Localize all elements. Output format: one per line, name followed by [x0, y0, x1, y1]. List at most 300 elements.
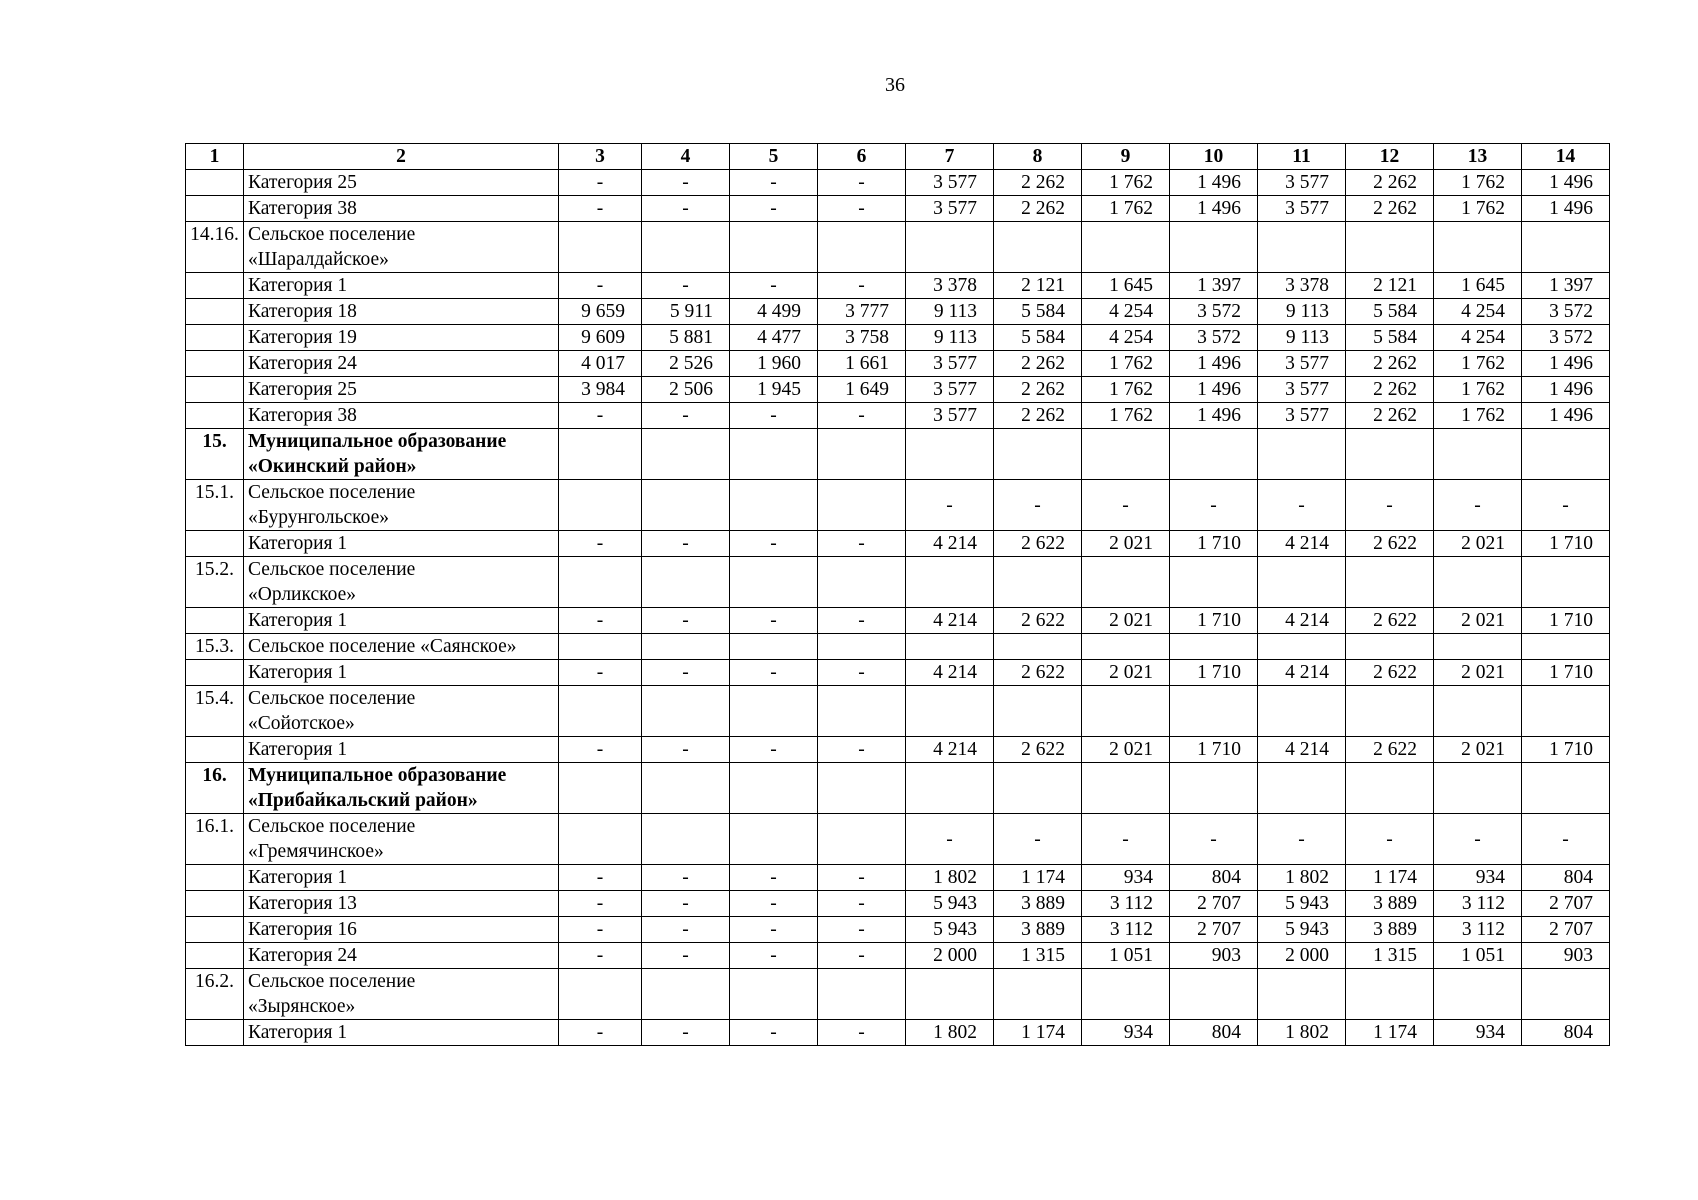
table-cell: 2 262 — [1346, 377, 1434, 403]
table-cell: 934 — [1082, 1020, 1170, 1046]
table-cell: - — [642, 943, 730, 969]
table-cell: 3 112 — [1082, 891, 1170, 917]
row-name-line: Категория 1 — [248, 610, 348, 631]
table-cell: - — [730, 943, 818, 969]
table-cell: 9 113 — [1258, 325, 1346, 351]
row-number — [186, 325, 244, 351]
table-cell: 2 021 — [1082, 608, 1170, 634]
table-cell — [1170, 969, 1258, 1020]
row-name-line: Сельское поселение — [248, 688, 416, 709]
table-cell — [906, 222, 994, 273]
table-cell: 1 645 — [1082, 273, 1170, 299]
table-cell — [559, 686, 642, 737]
table-row — [186, 299, 1610, 325]
table-cell: 934 — [1082, 865, 1170, 891]
table-cell: - — [559, 196, 642, 222]
table-cell: 1 762 — [1434, 170, 1522, 196]
row-name — [244, 531, 559, 557]
table-cell — [906, 969, 994, 1020]
table-cell — [559, 814, 642, 865]
table-row — [186, 763, 1610, 814]
table-row — [186, 1020, 1610, 1046]
table-cell: 1 762 — [1082, 377, 1170, 403]
row-name-line: Сельское поселение — [248, 224, 416, 245]
table-cell: - — [818, 737, 906, 763]
table-cell — [642, 222, 730, 273]
table-cell: 1 496 — [1522, 170, 1610, 196]
row-name-line: Категория 18 — [248, 301, 357, 322]
table-cell: - — [642, 170, 730, 196]
table-cell: - — [730, 608, 818, 634]
column-header: 10 — [1170, 144, 1258, 170]
column-header: 7 — [906, 144, 994, 170]
row-name — [244, 222, 559, 273]
row-number — [186, 917, 244, 943]
table-cell: - — [818, 943, 906, 969]
table-row — [186, 531, 1610, 557]
table-cell: 2 707 — [1522, 891, 1610, 917]
table-cell: 2 121 — [1346, 273, 1434, 299]
row-name-line: Категория 1 — [248, 275, 348, 296]
table-cell — [1346, 429, 1434, 480]
table-cell: 1 315 — [994, 943, 1082, 969]
table-row — [186, 969, 1610, 1020]
row-number — [186, 299, 244, 325]
table-cell: - — [642, 196, 730, 222]
table-cell — [642, 634, 730, 660]
table-cell — [994, 222, 1082, 273]
table-row — [186, 170, 1610, 196]
table-cell: 804 — [1522, 865, 1610, 891]
table-cell — [1346, 763, 1434, 814]
row-name-line: «Зырянское» — [248, 996, 356, 1017]
table-cell: 3 889 — [994, 917, 1082, 943]
table-cell: 804 — [1170, 865, 1258, 891]
table-cell: - — [642, 403, 730, 429]
table-cell: 4 017 — [559, 351, 642, 377]
table-row — [186, 814, 1610, 865]
row-name-line: Сельское поселение — [248, 559, 416, 580]
table-cell — [1522, 634, 1610, 660]
row-number: 16.1. — [186, 814, 244, 865]
table-cell: 1 174 — [1346, 865, 1434, 891]
table-cell — [818, 969, 906, 1020]
table-cell: 2 021 — [1082, 531, 1170, 557]
table-cell: 2 622 — [994, 660, 1082, 686]
table-row — [186, 557, 1610, 608]
table-cell: 3 572 — [1170, 325, 1258, 351]
row-name-line: Категория 1 — [248, 662, 348, 683]
table-cell — [1522, 969, 1610, 1020]
table-cell: 4 214 — [1258, 608, 1346, 634]
row-name-line: Категория 1 — [248, 1022, 348, 1043]
table-cell: 2 121 — [994, 273, 1082, 299]
table-cell: 2 506 — [642, 377, 730, 403]
table-cell: - — [818, 403, 906, 429]
table-cell — [1434, 429, 1522, 480]
table-row — [186, 351, 1610, 377]
table-cell — [642, 814, 730, 865]
table-cell: 9 609 — [559, 325, 642, 351]
table-cell: 2 000 — [1258, 943, 1346, 969]
table-cell — [818, 480, 906, 531]
table-cell: 2 021 — [1434, 531, 1522, 557]
table-cell: 2 622 — [1346, 737, 1434, 763]
table-cell: 4 214 — [906, 608, 994, 634]
row-name — [244, 660, 559, 686]
table-cell — [818, 557, 906, 608]
row-number: 16. — [186, 763, 244, 814]
table-cell: 1 945 — [730, 377, 818, 403]
table-cell — [994, 686, 1082, 737]
table-cell: 2 622 — [1346, 660, 1434, 686]
table-cell: 2 622 — [994, 737, 1082, 763]
table-cell: 1 762 — [1082, 351, 1170, 377]
table-cell: - — [730, 660, 818, 686]
row-name-line: Категория 25 — [248, 379, 357, 400]
table-cell: - — [642, 660, 730, 686]
table-cell: - — [818, 917, 906, 943]
row-number — [186, 196, 244, 222]
table-cell: - — [1522, 480, 1610, 531]
table-cell: 934 — [1434, 865, 1522, 891]
table-cell: - — [730, 170, 818, 196]
table-cell: 9 113 — [906, 299, 994, 325]
table-cell: 2 000 — [906, 943, 994, 969]
table-cell: - — [559, 891, 642, 917]
table-cell: 3 572 — [1170, 299, 1258, 325]
table-cell — [642, 480, 730, 531]
table-cell: 3 577 — [1258, 196, 1346, 222]
table-cell: 2 262 — [994, 403, 1082, 429]
table-cell: - — [818, 891, 906, 917]
row-name-line: Категория 24 — [248, 945, 357, 966]
table-cell — [994, 429, 1082, 480]
table-cell: 3 577 — [1258, 170, 1346, 196]
column-header: 11 — [1258, 144, 1346, 170]
table-cell — [818, 686, 906, 737]
table-cell: - — [559, 170, 642, 196]
table-cell: 3 577 — [906, 196, 994, 222]
table-cell: - — [1522, 814, 1610, 865]
table-cell: - — [559, 403, 642, 429]
table-cell: 2 262 — [994, 170, 1082, 196]
row-name-line: Категория 1 — [248, 533, 348, 554]
table-cell — [994, 557, 1082, 608]
table-cell: - — [642, 273, 730, 299]
row-number — [186, 1020, 244, 1046]
table-cell — [906, 429, 994, 480]
row-name — [244, 1020, 559, 1046]
page-number: 36 — [885, 74, 905, 96]
table-cell — [1434, 222, 1522, 273]
table-cell: 4 254 — [1434, 325, 1522, 351]
table-cell: 1 762 — [1082, 403, 1170, 429]
table-cell — [730, 686, 818, 737]
table-header-row — [186, 144, 1610, 170]
table-cell: 1 710 — [1170, 737, 1258, 763]
table-cell — [1082, 634, 1170, 660]
table-cell — [906, 557, 994, 608]
table-row — [186, 737, 1610, 763]
table-cell: 2 021 — [1082, 660, 1170, 686]
table-cell: 1 802 — [906, 1020, 994, 1046]
row-name — [244, 170, 559, 196]
row-name-line: Категория 38 — [248, 198, 357, 219]
table-cell: - — [1170, 480, 1258, 531]
table-cell: 1 710 — [1170, 608, 1258, 634]
table-cell: - — [818, 1020, 906, 1046]
row-name — [244, 634, 559, 660]
table-cell: - — [730, 917, 818, 943]
table-cell: 3 577 — [906, 170, 994, 196]
table-cell — [642, 969, 730, 1020]
table-cell: - — [642, 531, 730, 557]
table-cell: 2 707 — [1170, 917, 1258, 943]
table-cell: 5 584 — [994, 299, 1082, 325]
table-cell — [906, 763, 994, 814]
table-cell: 2 707 — [1170, 891, 1258, 917]
row-name-line: «Бурунгольское» — [248, 507, 390, 528]
table-cell: 1 174 — [994, 1020, 1082, 1046]
table-cell — [1258, 763, 1346, 814]
table-cell: 3 572 — [1522, 325, 1610, 351]
row-name-line: «Гремячинское» — [248, 841, 384, 862]
table-cell — [1434, 634, 1522, 660]
table-cell: 5 943 — [906, 917, 994, 943]
table-row — [186, 634, 1610, 660]
row-name — [244, 403, 559, 429]
table-cell: 3 577 — [1258, 351, 1346, 377]
row-name-line: Сельское поселение — [248, 971, 416, 992]
row-name — [244, 351, 559, 377]
row-name-line: Сельское поселение «Саянское» — [248, 636, 517, 657]
table-cell — [818, 429, 906, 480]
table-cell: 9 113 — [906, 325, 994, 351]
table-cell — [994, 634, 1082, 660]
table-cell: 1 710 — [1170, 660, 1258, 686]
table-row — [186, 273, 1610, 299]
table-cell: 1 496 — [1170, 196, 1258, 222]
table-cell: 804 — [1170, 1020, 1258, 1046]
table-cell — [994, 969, 1082, 1020]
table-cell: 1 051 — [1434, 943, 1522, 969]
table-cell — [1082, 763, 1170, 814]
table-cell — [730, 969, 818, 1020]
table-cell — [1346, 222, 1434, 273]
table-cell — [1522, 763, 1610, 814]
table-cell: 2 262 — [1346, 196, 1434, 222]
table-cell — [1522, 557, 1610, 608]
table-cell: 1 762 — [1082, 196, 1170, 222]
column-header: 14 — [1522, 144, 1610, 170]
table-cell: 1 496 — [1170, 377, 1258, 403]
table-cell: 5 943 — [1258, 917, 1346, 943]
table-cell — [818, 763, 906, 814]
table-cell — [1170, 222, 1258, 273]
table-cell — [642, 429, 730, 480]
row-name — [244, 608, 559, 634]
row-name — [244, 737, 559, 763]
table-cell: 1 496 — [1522, 351, 1610, 377]
table-cell: 1 802 — [1258, 865, 1346, 891]
row-number — [186, 608, 244, 634]
table-cell: 4 214 — [906, 531, 994, 557]
table-cell: 1 710 — [1522, 608, 1610, 634]
table-cell: 4 214 — [1258, 531, 1346, 557]
table-row — [186, 222, 1610, 273]
table-cell: - — [730, 865, 818, 891]
table-cell — [1434, 686, 1522, 737]
row-name — [244, 814, 559, 865]
table-row — [186, 917, 1610, 943]
column-header: 1 — [186, 144, 244, 170]
table-row — [186, 196, 1610, 222]
table-cell — [730, 557, 818, 608]
table-cell: 1 174 — [1346, 1020, 1434, 1046]
row-number — [186, 660, 244, 686]
table-cell — [1258, 429, 1346, 480]
row-name — [244, 196, 559, 222]
table-cell: 5 943 — [1258, 891, 1346, 917]
row-number — [186, 377, 244, 403]
table-cell: 1 762 — [1434, 351, 1522, 377]
table-cell — [1082, 969, 1170, 1020]
table-cell: - — [559, 660, 642, 686]
tariff-table — [185, 143, 1610, 1046]
table-cell — [559, 222, 642, 273]
table-cell: 2 262 — [1346, 403, 1434, 429]
column-header: 3 — [559, 144, 642, 170]
table-cell: 9 113 — [1258, 299, 1346, 325]
row-name — [244, 686, 559, 737]
row-number — [186, 170, 244, 196]
table-cell: 1 496 — [1170, 403, 1258, 429]
row-name-line: Категория 1 — [248, 739, 348, 760]
table-row — [186, 403, 1610, 429]
row-number — [186, 943, 244, 969]
table-cell — [1170, 634, 1258, 660]
table-cell — [642, 763, 730, 814]
table-cell — [818, 634, 906, 660]
column-header: 5 — [730, 144, 818, 170]
table-cell — [559, 480, 642, 531]
table-cell: 2 021 — [1082, 737, 1170, 763]
row-name-line: «Прибайкальский район» — [248, 790, 478, 811]
column-header: 4 — [642, 144, 730, 170]
table-cell: - — [642, 1020, 730, 1046]
table-cell — [730, 480, 818, 531]
table-cell: - — [818, 196, 906, 222]
table-cell — [1082, 429, 1170, 480]
table-cell: 9 659 — [559, 299, 642, 325]
table-cell: 3 577 — [1258, 377, 1346, 403]
table-cell: - — [1082, 480, 1170, 531]
table-cell — [1170, 686, 1258, 737]
table-cell: 1 762 — [1434, 196, 1522, 222]
table-cell — [1170, 557, 1258, 608]
row-name — [244, 969, 559, 1020]
row-name — [244, 429, 559, 480]
table-cell: 3 378 — [906, 273, 994, 299]
row-number: 15. — [186, 429, 244, 480]
table-cell — [559, 763, 642, 814]
table-cell: 1 762 — [1434, 403, 1522, 429]
row-name — [244, 763, 559, 814]
table-cell: 903 — [1170, 943, 1258, 969]
table-row — [186, 891, 1610, 917]
column-header: 9 — [1082, 144, 1170, 170]
table-cell: 5 584 — [1346, 325, 1434, 351]
table-cell — [1522, 429, 1610, 480]
table-cell: 3 577 — [906, 351, 994, 377]
table-cell — [559, 429, 642, 480]
table-cell: 4 214 — [906, 660, 994, 686]
column-header: 6 — [818, 144, 906, 170]
table-cell: - — [818, 660, 906, 686]
table-cell: 4 254 — [1082, 325, 1170, 351]
table-cell: - — [818, 608, 906, 634]
table-cell: 2 262 — [1346, 351, 1434, 377]
row-name — [244, 943, 559, 969]
table-cell: 2 021 — [1434, 660, 1522, 686]
table-cell — [906, 686, 994, 737]
table-cell: 3 889 — [994, 891, 1082, 917]
table-cell — [730, 634, 818, 660]
table-cell: 2 262 — [1346, 170, 1434, 196]
table-cell: 1 960 — [730, 351, 818, 377]
table-cell: - — [818, 273, 906, 299]
table-cell: - — [559, 865, 642, 891]
row-number — [186, 891, 244, 917]
table-cell: - — [730, 273, 818, 299]
row-number: 14.16. — [186, 222, 244, 273]
table-cell — [1082, 222, 1170, 273]
table-cell: 5 881 — [642, 325, 730, 351]
table-cell — [1082, 557, 1170, 608]
row-number — [186, 737, 244, 763]
row-number: 15.2. — [186, 557, 244, 608]
table-cell: 1 802 — [1258, 1020, 1346, 1046]
table-row — [186, 325, 1610, 351]
table-cell — [1346, 969, 1434, 1020]
row-number — [186, 865, 244, 891]
table-cell — [1170, 429, 1258, 480]
row-name-line: Муниципальное образование — [248, 765, 507, 786]
table-cell: 1 661 — [818, 351, 906, 377]
table-row — [186, 686, 1610, 737]
table-cell: - — [642, 865, 730, 891]
table-cell: - — [1258, 814, 1346, 865]
table-cell: 3 577 — [1258, 403, 1346, 429]
table-cell: - — [642, 917, 730, 943]
table-cell — [559, 969, 642, 1020]
table-cell: 1 802 — [906, 865, 994, 891]
table-cell: - — [906, 480, 994, 531]
table-cell — [1434, 557, 1522, 608]
table-cell: 2 262 — [994, 351, 1082, 377]
table-cell: 3 577 — [906, 377, 994, 403]
table-cell: 4 254 — [1434, 299, 1522, 325]
table-cell: 2 021 — [1434, 608, 1522, 634]
table-cell: 3 378 — [1258, 273, 1346, 299]
table-cell: 934 — [1434, 1020, 1522, 1046]
table-cell: - — [559, 531, 642, 557]
table-cell: 5 911 — [642, 299, 730, 325]
table-cell: 2 262 — [994, 377, 1082, 403]
table-row — [186, 429, 1610, 480]
table-cell: - — [559, 737, 642, 763]
